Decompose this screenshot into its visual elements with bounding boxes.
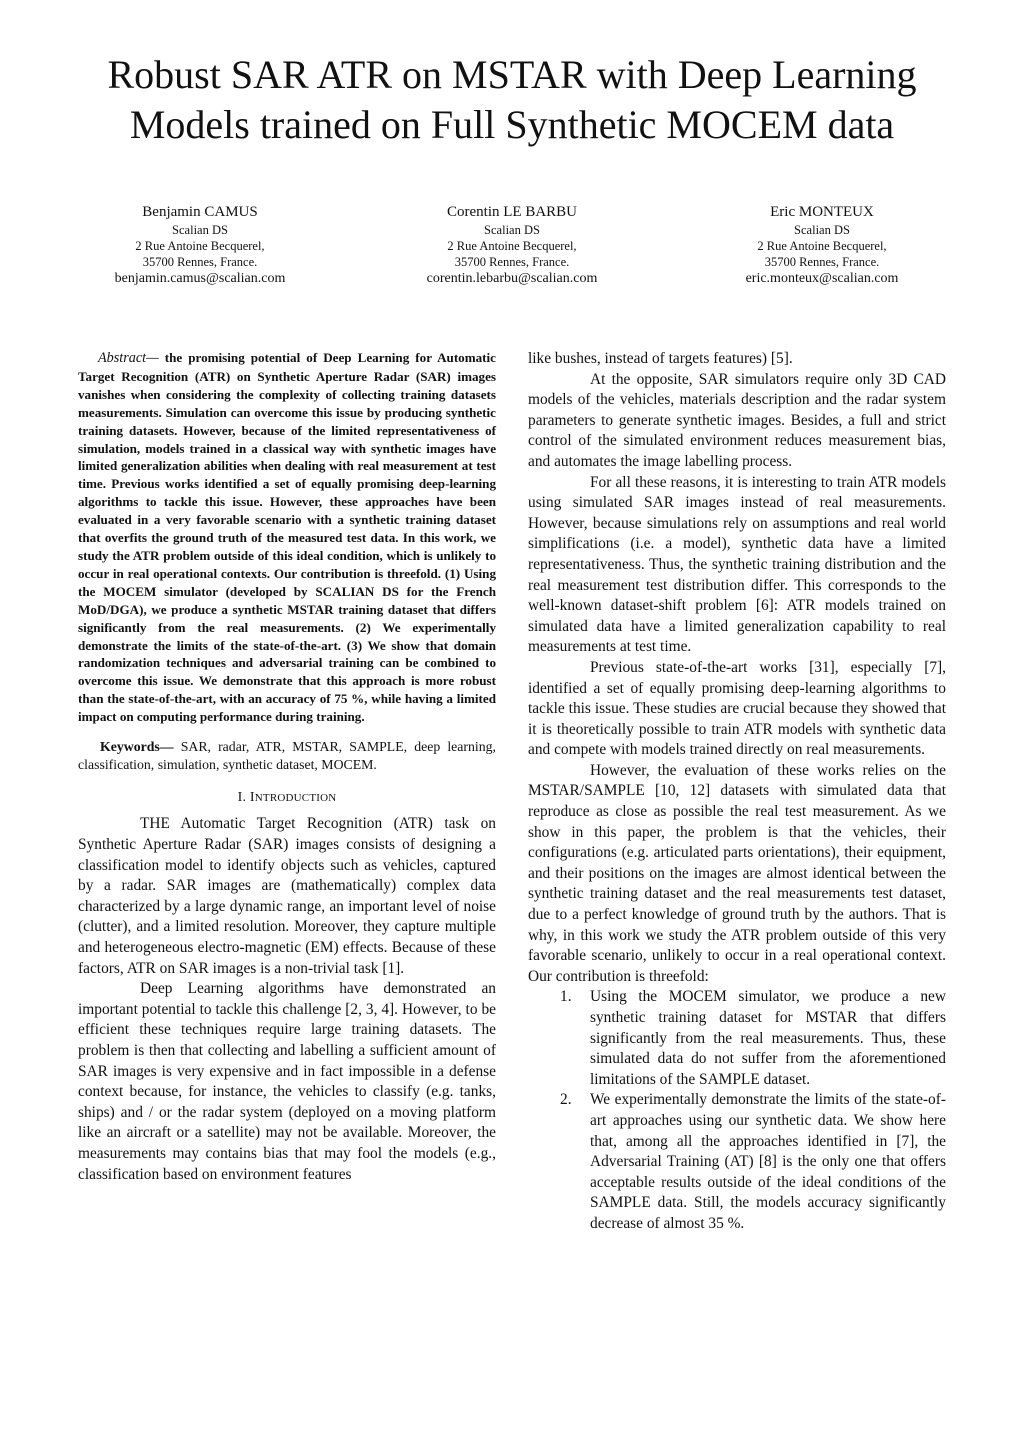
intro-paragraph-2: Deep Learning algorithms have demonstrated an important potential to tackle this challenge [2, 3, 4]. However, to be efficient these techniques require large training datasets. The problem is then that collecting and labelling a sufficient amount of SAR images is very expensive and in fact impossible in a defense context because, for instance, the vehicles to classify (e.g. tanks, ships) and / or the radar system (deployed on a moving platform like an aircraft or a satellite) may not be available. Moreover, the measurements may contains bias that may fool the models (e.g., classification based on environment features bbox=[78, 980, 496, 1183]
author-street: 2 Rue Antoine Becquerel, bbox=[135, 239, 265, 253]
list-item-number: 2. bbox=[560, 1091, 572, 1109]
keywords-text: SAR, radar, ATR, MSTAR, SAMPLE, deep learning, classification, simulation, synthetic dataset, MOCEM. bbox=[78, 739, 496, 773]
intro-paragraph-4: For all these reasons, it is interesting to train ATR models using simulated SAR images instead of real measurements. However, because simulations rely on assumptions and real world simplifications (i.e. a model), synthetic data have a limited representativeness. Thus, the synthetic training distribution and the real measurement test distribution differ. This corresponds to the well-known dataset-shift problem [6]: ATR models trained on simulated data have a limited generalization capability to real measurements at test time. bbox=[528, 473, 946, 656]
author-city: 35700 Rennes, France. bbox=[142, 255, 258, 269]
intro-paragraph-3: At the opposite, SAR simulators require only 3D CAD models of the vehicles, materials description and the radar system parameters to generate synthetic images. Besides, a full and strict control of the simulated environment reduces measurement bias, and automates the image labelling process. bbox=[528, 370, 946, 470]
list-item-text: Using the MOCEM simulator, we produce a new synthetic training dataset for MSTAR that differs significantly from the real measurements. Thus, these simulated data do not suffer from the aforementioned limitations of the SAMPLE dataset. bbox=[590, 988, 946, 1088]
author-name: Corentin LE BARBU bbox=[447, 204, 577, 220]
author-email: benjamin.camus@scalian.com bbox=[114, 271, 286, 286]
author-email: eric.monteux@scalian.com bbox=[745, 271, 899, 286]
paper-title bbox=[60, 50, 964, 150]
author-city: 35700 Rennes, France. bbox=[764, 255, 880, 269]
intro-paragraph-2-continued: like bushes, instead of targets features) [5]. bbox=[528, 350, 793, 367]
intro-paragraph-5: Previous state-of-the-art works [31], especially [7], identified a set of equally promising deep-learning algorithms to tackle this issue. These studies are crucial because they showed that it is theoretically possible to train ATR models with synthetic data and compete with models trained directly on real measurements. bbox=[528, 658, 946, 759]
abstract bbox=[78, 349, 496, 726]
author-name: Eric MONTEUX bbox=[770, 204, 874, 220]
author-street: 2 Rue Antoine Becquerel, bbox=[447, 239, 577, 253]
left-column bbox=[78, 349, 496, 1185]
author-street: 2 Rue Antoine Becquerel, bbox=[757, 239, 887, 253]
right-column bbox=[528, 349, 946, 1235]
list-item bbox=[528, 1090, 946, 1234]
author-affiliation: Scalian DS bbox=[484, 223, 540, 237]
author-affiliation: Scalian DS bbox=[794, 223, 850, 237]
list-item bbox=[528, 987, 946, 1090]
author-city: 35700 Rennes, France. bbox=[454, 255, 570, 269]
abstract-body: the promising potential of Deep Learning for Automatic Target Recognition (ATR) on Synthetic Aperture Radar (SAR) images vanishes when considering the complexity of collecting training datasets measurements. Simulation can overcome this issue by producing synthetic training datasets. However, because of the limited representativeness of simulation, models trained in a classical way with synthetic images have limited generalization abilities when dealing with real measurement at test time. Previous works identified a set of equally promising deep-learning algorithms to tackle this issue. However, these approaches have been evaluated in a very favorable scenario with a synthetic training dataset that overfits the ground truth of the measured test data. In this work, we study the ATR problem outside of this ideal condition, which is unlikely to occur in real operational contexts. Our contribution is threefold. (1) Using the MOCEM simulator (developed by SCALIAN DS for the French MoD/DGA), we produce a synthetic MSTAR training dataset that differs significantly from the real measurements. (2) We experimentally demonstrate the limits of the state-of-the-art. (3) We show that domain randomization techniques and adversarial training can be combined to overcome this issue. We demonstrate that this approach is more robust than the state-of-the-art, with an accuracy of 75 %, while having a limited impact on computing performance during training. bbox=[78, 350, 496, 725]
intro-dropcap-word: THE bbox=[140, 815, 170, 833]
author-2 bbox=[362, 203, 662, 288]
section-heading-introduction bbox=[78, 789, 496, 807]
abstract-label: Abstract— bbox=[98, 350, 159, 366]
author-1 bbox=[50, 203, 350, 288]
keywords bbox=[78, 738, 496, 774]
intro-paragraph-6: However, the evaluation of these works relies on the MSTAR/SAMPLE [10, 12] datasets with simulated data that reproduce as close as possible the real test measurement. As we show in this paper, the problem is that the vehicles, their configurations (e.g. articulated parts orientations), their equipment, and their positions on the images are almost identical between the synthetic training dataset and the real measurements test dataset, due to a perfect knowledge of ground truth by the authors. That is why, in this work we study the ATR problem outside of this very favorable scenario, unlikely to occur in a real operational context. Our contribution is threefold: bbox=[528, 761, 946, 985]
author-name: Benjamin CAMUS bbox=[142, 204, 258, 220]
list-item-number: 1. bbox=[560, 988, 572, 1006]
section-title-initial: I bbox=[249, 790, 255, 806]
section-numeral: I. bbox=[237, 790, 247, 806]
title-line-1: Robust SAR ATR on MSTAR with Deep Learning bbox=[107, 52, 917, 97]
intro-paragraph-1 bbox=[78, 814, 496, 979]
keywords-label: Keywords— bbox=[100, 739, 174, 755]
intro-paragraph-1-text: Automatic Target Recognition (ATR) task on Synthetic Aperture Radar (SAR) images consists of designing a classification model to identify objects such as vehicles, captured by a radar. SAR images are (mathematically) complex data characterized by a large dynamic range, an important level of noise (clutter), and a limited resolution. Moreover, they capture multiple and heterogeneous electro-magnetic (EM) effects. Because of these factors, ATR on SAR images is a non-trivial task [1]. bbox=[78, 815, 496, 977]
title-line-2: Models trained on Full Synthetic MOCEM data bbox=[129, 102, 895, 147]
author-email: corentin.lebarbu@scalian.com bbox=[426, 271, 598, 286]
section-title-rest: NTRODUCTION bbox=[254, 792, 337, 805]
contribution-list bbox=[528, 987, 946, 1234]
author-3 bbox=[672, 203, 972, 288]
author-block bbox=[40, 203, 984, 293]
list-item-text: We experimentally demonstrate the limits of the state-of-art approaches using our synthetic data. We show here that, among all the approaches identified in [7], the Adversarial Training (AT) [8] is the only one that offers acceptable results outside of the ideal conditions of the SAMPLE data. Still, the models accuracy significantly decrease of almost 35 %. bbox=[590, 1091, 946, 1232]
author-affiliation: Scalian DS bbox=[172, 223, 228, 237]
